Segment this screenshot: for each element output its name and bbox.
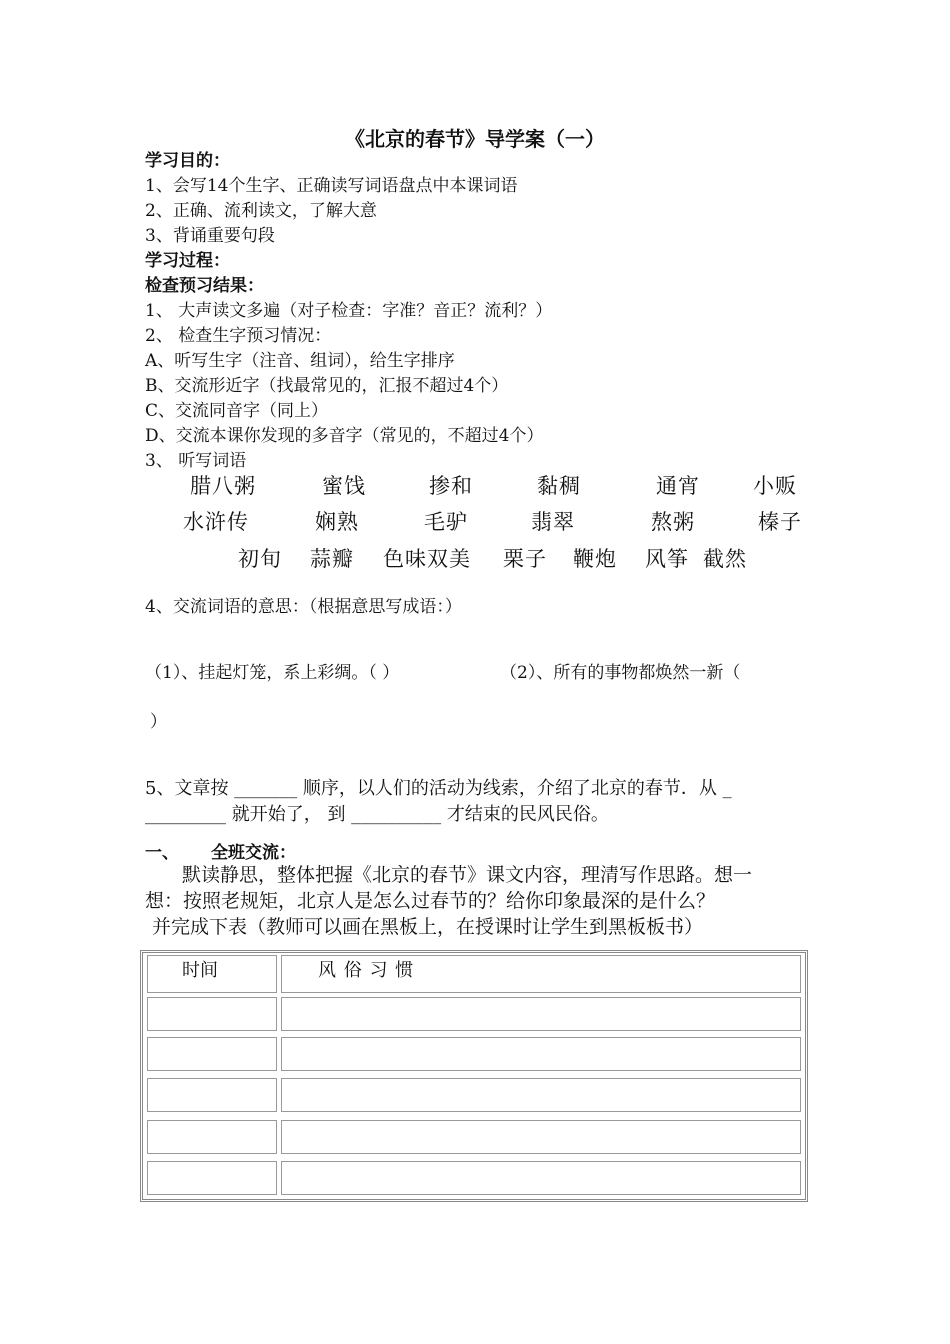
q5-line: _________ 就开始了， 到 __________ 才结束的民风民俗。 (145, 804, 609, 825)
objective-item: 2、正确、流利读文，了解大意 (145, 201, 377, 221)
vocab-word: 色味双美 (383, 547, 471, 571)
vocab-word: 风筝 (645, 547, 689, 571)
vocab-word: 掺和 (429, 474, 473, 498)
q4-item-b-close: ） (150, 712, 167, 732)
table-cell-time (147, 1037, 277, 1071)
vocab-word: 小贩 (753, 474, 797, 498)
table-row (147, 1078, 801, 1112)
table-row (147, 997, 801, 1031)
objective-item: 3、背诵重要句段 (145, 226, 275, 246)
table-cell-customs (281, 1037, 801, 1071)
table-cell-customs (281, 1120, 801, 1154)
table-cell-customs (281, 1161, 801, 1195)
vocab-word: 娴熟 (315, 510, 359, 534)
table-cell-time (147, 1078, 277, 1112)
process-item: 3、 听写词语 (145, 451, 247, 471)
table-cell-time (147, 1120, 277, 1154)
vocab-word: 榛子 (758, 510, 802, 534)
check-heading: 检查预习结果： (145, 276, 264, 296)
process-heading: 学习过程： (145, 251, 230, 271)
objective-item: 1、会写14个生字、正确读写词语盘点中本课词语 (145, 176, 518, 196)
section-number: 一、 (145, 843, 179, 863)
section-paragraph: 想：按照老规矩，北京人是怎么过春节的？给你印象最深的是什么？ (145, 890, 716, 912)
vocab-word: 栗子 (503, 547, 547, 571)
table-cell-time (147, 1161, 277, 1195)
process-item: C、交流同音字（同上） (145, 401, 329, 421)
section-paragraph: 默读静思，整体把握《北京的春节》课文内容，理清写作思路。想一 (182, 864, 753, 886)
vocab-word: 蜜饯 (322, 474, 366, 498)
q4-item-b: （2）、所有的事物都焕然一新（ (500, 663, 741, 683)
vocab-word: 蒜瓣 (310, 547, 354, 571)
vocab-word: 毛驴 (424, 510, 468, 534)
section-heading: 全班交流： (211, 843, 296, 863)
process-item: 1、 大声读文多遍（对子检查：字准？音正？流利？） (145, 301, 553, 321)
q4-prompt: 4、交流词语的意思：（根据意思写成语：） (145, 597, 462, 617)
vocab-word: 腊八粥 (190, 474, 256, 498)
table-cell-customs (281, 997, 801, 1031)
q5-line: 5、文章按 _______ 顺序，以人们的活动为线索，介绍了北京的春节．从 _ (145, 778, 732, 799)
vocab-word: 熬粥 (651, 510, 695, 534)
vocab-word: 翡翠 (531, 510, 575, 534)
vocab-word: 截然 (703, 547, 747, 571)
table-header-customs: 风 俗 习 惯 (281, 955, 801, 993)
objectives-heading: 学习目的： (145, 151, 230, 171)
vocab-word: 鞭炮 (573, 547, 617, 571)
process-item: A、听写生字（注音、组词），给生字排序 (145, 351, 455, 371)
vocab-word: 初旬 (238, 547, 282, 571)
customs-table (140, 950, 808, 1202)
section-paragraph: 并完成下表（教师可以画在黑板上，在授课时让学生到黑板板书） (152, 916, 704, 938)
table-cell-customs (281, 1078, 801, 1112)
q4-item-a: （1）、挂起灯笼，系上彩绸。（ ） (145, 663, 400, 683)
process-item: 2、 检查生字预习情况： (145, 326, 332, 346)
table-header-row (147, 955, 801, 993)
table-row (147, 1120, 801, 1154)
table-row (147, 1037, 801, 1071)
process-item: B、交流形近字（找最常见的，汇报不超过4个） (145, 376, 509, 396)
page-title: 《北京的春节》导学案（一） (345, 127, 605, 151)
vocab-word: 通宵 (656, 474, 700, 498)
vocab-word: 黏稠 (537, 474, 581, 498)
table-header-time: 时间 (147, 955, 277, 993)
process-item: D、交流本课你发现的多音字（常见的，不超过4个） (145, 426, 544, 446)
vocab-word: 水浒传 (183, 510, 249, 534)
table-cell-time (147, 997, 277, 1031)
table-row (147, 1161, 801, 1195)
